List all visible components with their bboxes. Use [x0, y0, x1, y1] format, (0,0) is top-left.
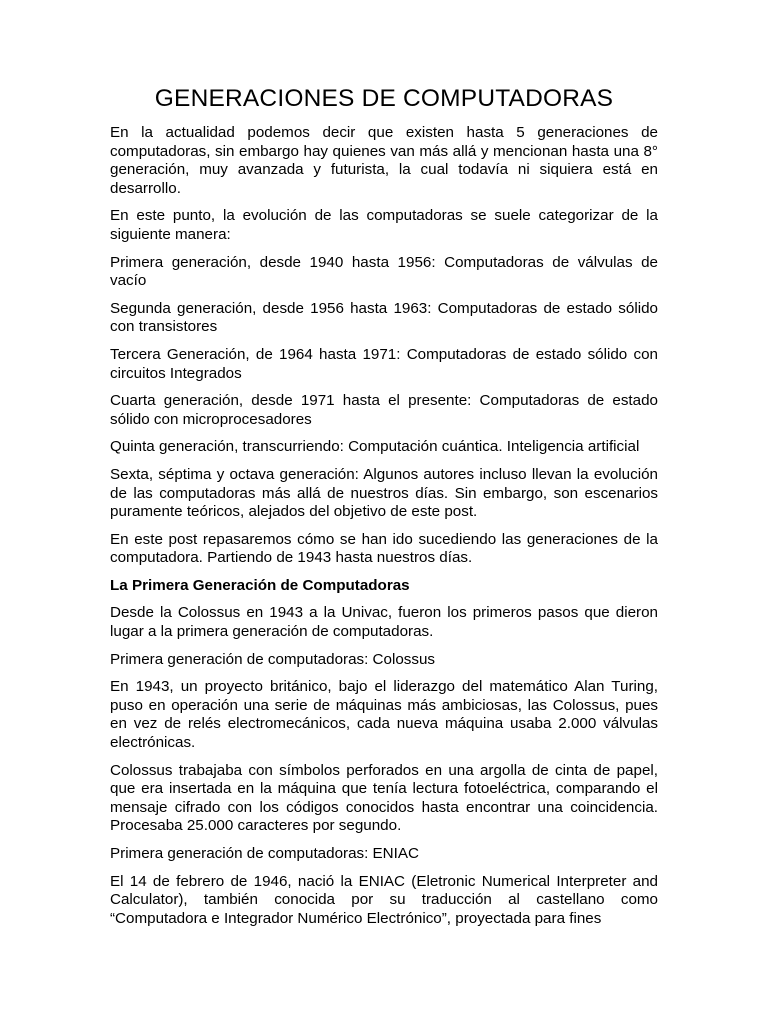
paragraph-second-generation: Segunda generación, desde 1956 hasta 1963: Computadoras de estado sólido con transistores [110, 299, 658, 336]
section-heading: La Primera Generación de Computadoras [110, 576, 410, 594]
paragraph-fifth-generation: Quinta generación, transcurriendo: Computación cuántica. Inteligencia artificial [110, 438, 640, 456]
paragraph-sixth-to-eighth-generation: Sexta, séptima y octava generación: Algunos autores incluso llevan la evolución de las computadoras más allá de nuestros días. Sin embargo, son escenarios puramente teóricos, alejados del objetivo de este post. [110, 465, 658, 521]
paragraph-eniac-subtitle: Primera generación de computadoras: ENIAC [110, 845, 419, 862]
document-title: GENERACIONES DE COMPUTADORAS [154, 85, 614, 112]
paragraph-colossus-to-univac: Desde la Colossus en 1943 a la Univac, fueron los primeros pasos que dieron lugar a la primera generación de computadoras. [110, 604, 658, 641]
paragraph-categorization: En este punto, la evolución de las computadoras se suele categorizar de la siguiente manera: [110, 207, 658, 243]
paragraph-colossus-subtitle: Primera generación de computadoras: Colossus [110, 650, 436, 668]
paragraph-post-overview: En este post repasaremos cómo se han ido sucediendo las generaciones de la computadora. Partiendo de 1943 hasta nuestros días. [110, 530, 658, 567]
paragraph-third-generation: Tercera Generación, de 1964 hasta 1971: Computadoras de estado sólido con circuitos Integrados [110, 345, 658, 382]
paragraph-intro: En la actualidad podemos decir que existen hasta 5 generaciones de computadoras, sin embargo hay quienes van más allá y mencionan hasta una 8° generación, muy avanzada y futurista, la cual todavía ni siquiera está en desarrollo. [110, 124, 658, 197]
document-page [110, 84, 658, 937]
paragraph-colossus-history: En 1943, un proyecto británico, bajo el liderazgo del matemático Alan Turing, puso en operación una serie de máquinas más ambiciosas, las Colossus, pues en vez de relés electromecánicos, cada nueva máquina usaba 2.000 válvulas electrónicas. [110, 678, 658, 752]
paragraph-first-generation: Primera generación, desde 1940 hasta 1956: Computadoras de válvulas de vacío [110, 253, 658, 290]
paragraph-eniac-history: El 14 de febrero de 1946, nació la ENIAC (Eletronic Numerical Interpreter and Calculator), también conocida por su traducción al castellano como “Computadora e Integrador Numérico Electrónico”, proyectada para fines [110, 872, 658, 927]
paragraph-fourth-generation: Cuarta generación, desde 1971 hasta el presente: Computadoras de estado sólido con microprocesadores [110, 392, 658, 428]
paragraph-colossus-operation: Colossus trabajaba con símbolos perforados en una argolla de cinta de papel, que era insertada en la máquina que tenía lectura fotoeléctrica, comparando el mensaje cifrado con los códigos conocidos hasta encontrar una coincidencia. Procesaba 25.000 caracteres por segundo. [110, 761, 658, 835]
